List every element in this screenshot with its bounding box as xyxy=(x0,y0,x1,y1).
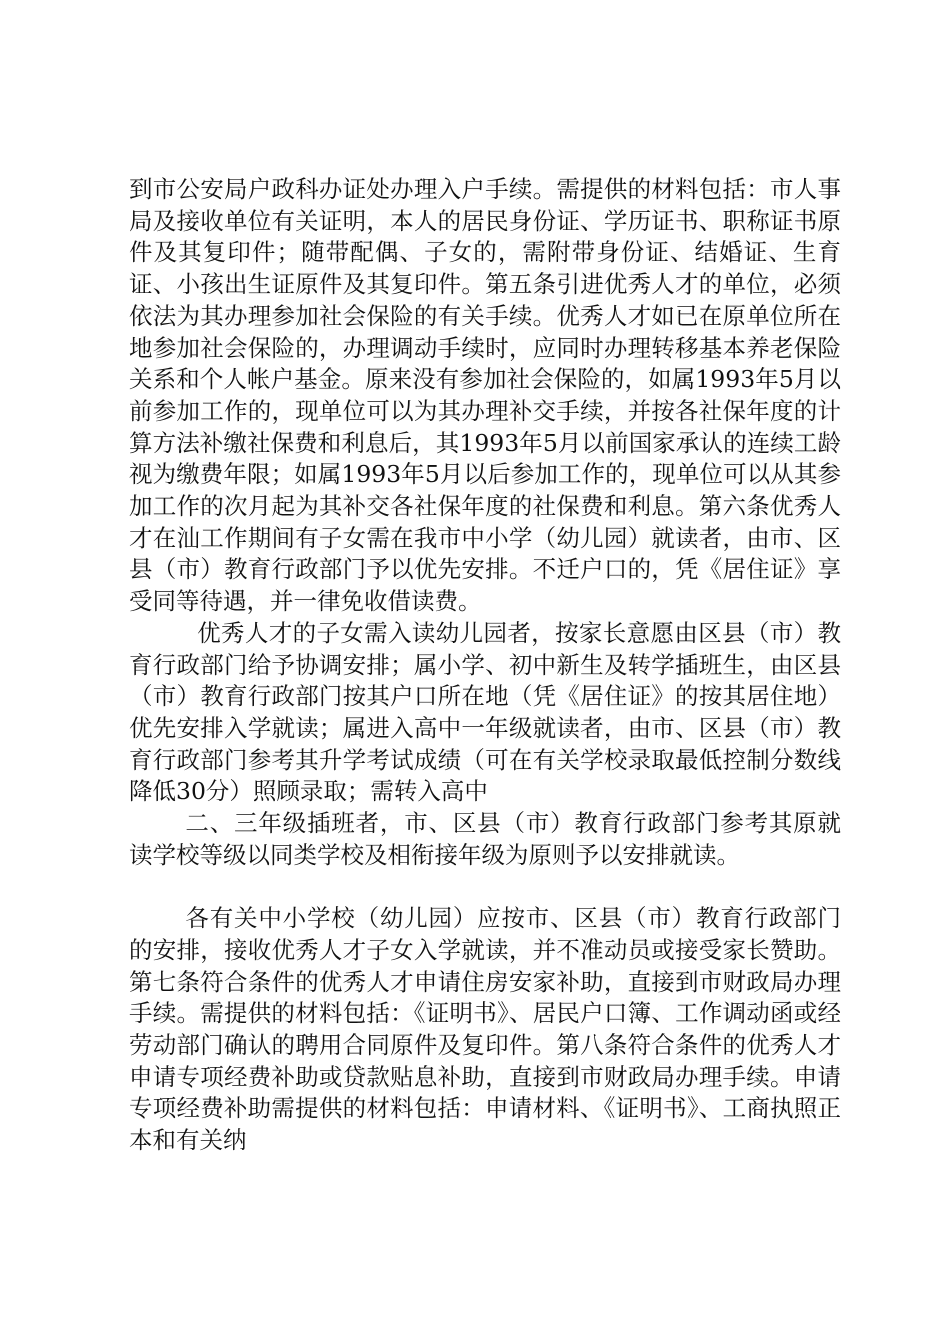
document-body xyxy=(129,174,841,1157)
paragraph-children-enrollment: 优秀人才的子女需入读幼儿园者，按家长意愿由区县（市）教育行政部门给予协调安排；属小学、初中新生及转学插班生，由区县（市）教育行政部门按其户口所在地（凭《居住证》的按其居住地）优先安排入学就读；属进入高中一年级就读者，由市、区县（市）教育行政部门参考其升学考试成绩（可在有关学校录取最低控制分数线降低30分）照顾录取；需转入高中 xyxy=(129,618,841,806)
paragraph-transfer-grade-placement: 二、三年级插班者，市、区县（市）教育行政部门参考其原就读学校等级以同类学校及相衔接年级为原则予以安排就读。 xyxy=(129,809,841,869)
paragraph-school-obligations-housing-subsidy: 各有关中小学校（幼儿园）应按市、区县（市）教育行政部门的安排，接收优秀人才子女入学就读，并不准动员或接受家长赞助。第七条符合条件的优秀人才申请住房安家补助，直接到市财政局办理手续。需提供的材料包括：《证明书》、居民户口簿、工作调动函或经劳动部门确认的聘用合同原件及复印件。第八条符合条件的优秀人才申请专项经费补助或贷款贴息补助，直接到市财政局办理手续。申请专项经费补助需提供的材料包括：申请材料、《证明书》、工商执照正本和有关纳 xyxy=(129,904,841,1155)
paragraph-household-registration-insurance-schooling: 到市公安局户政科办证处办理入户手续。需提供的材料包括：市人事局及接收单位有关证明，本人的居民身份证、学历证书、职称证书原件及其复印件；随带配偶、子女的，需附带身份证、结婚证、生育证、小孩出生证原件及其复印件。第五条引进优秀人才的单位，必须依法为其办理参加社会保险的有关手续。优秀人才如已在原单位所在地参加社会保险的，办理调动手续时，应同时办理转移基本养老保险关系和个人帐户基金。原来没有参加社会保险的，如属1993年5月以前参加工作的，现单位可以为其办理补交手续，并按各社保年度的计算方法补缴社保费和利息后，其1993年5月以前国家承认的连续工龄视为缴费年限；如属1993年5月以后参加工作的，现单位可以从其参加工作的次月起为其补交各社保年度的社保费和利息。第六条优秀人才在汕工作期间有子女需在我市中小学（幼儿园）就读者，由市、区县（市）教育行政部门予以优先安排。不迁户口的，凭《居住证》享受同等待遇，并一律免收借读费。 xyxy=(129,175,841,616)
paragraph-spacer xyxy=(129,871,841,903)
